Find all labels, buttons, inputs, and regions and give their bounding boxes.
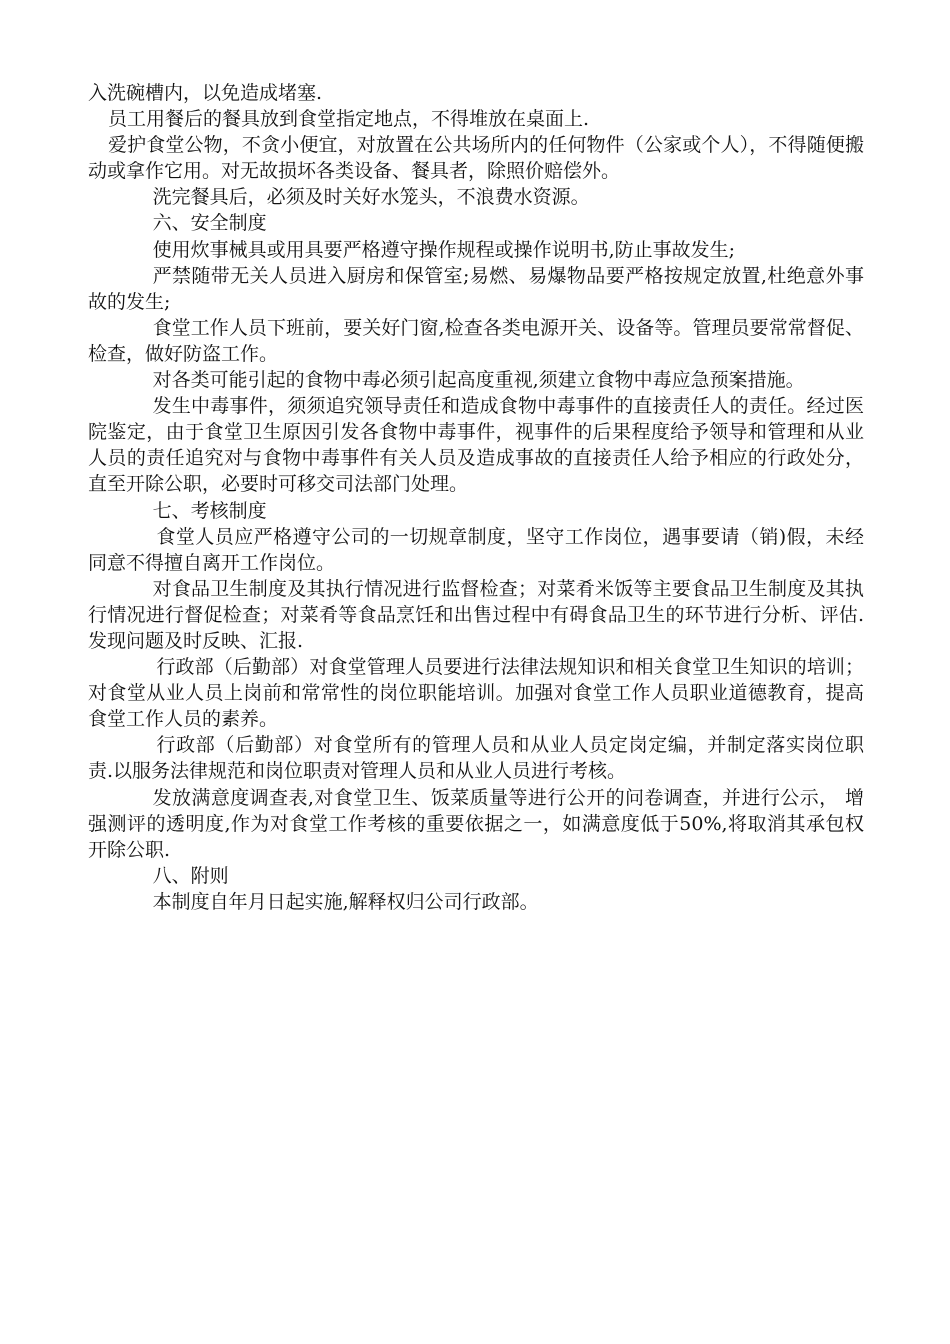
paragraph: 行政部（后勤部）对食堂管理人员要进行法律法规知识和相关食堂卫生知识的培训；对食堂从业人员上岗前和常常性的岗位职能培训。加强对食堂工作人员职业道德教育，提高食堂工作人员的素养。	[88, 656, 864, 731]
paragraph: 入洗碗槽内，以免造成堵塞.	[88, 82, 323, 104]
paragraph: 食堂人员应严格遵守公司的一切规章制度，坚守工作岗位，遇事要请（销)假，未经同意不得擅自离开工作岗位。	[88, 525, 864, 574]
paragraph: 员工用餐后的餐具放到食堂指定地点，不得堆放在桌面上.	[107, 108, 589, 131]
section-heading: 七、考核制度	[152, 499, 267, 522]
paragraph: 严禁随带无关人员进入厨房和保管室;易燃、易爆物品要严格按规定放置,杜绝意外事故的发生;	[88, 264, 864, 313]
paragraph: 对食品卫生制度及其执行情况进行监督检查；对菜肴米饭等主要食品卫生制度及其执行情况进行督促检查；对菜肴等食品烹饪和出售过程中有碍食品卫生的环节进行分析、评估.发现问题及时反映、汇报.	[88, 577, 864, 652]
paragraph: 爱护食堂公物，不贪小便宜，对放置在公共场所内的任何物件（公家或个人），不得随便搬动或拿作它用。对无故损坏各类设备、餐具者，除照价赔偿外。	[88, 134, 864, 183]
document-page	[88, 80, 864, 915]
paragraph: 食堂工作人员下班前，要关好门窗,检查各类电源开关、设备等。管理员要常常督促、检查，做好防盗工作。	[88, 316, 864, 365]
section-heading: 六、安全制度	[152, 212, 267, 235]
paragraph: 洗完餐具后，必须及时关好水笼头，不浪费水资源。	[152, 186, 590, 209]
paragraph: 使用炊事械具或用具要严格遵守操作规程或操作说明书,防止事故发生;	[152, 238, 736, 261]
section-heading: 八、附则	[152, 864, 229, 887]
paragraph: 行政部（后勤部）对食堂所有的管理人员和从业人员定岗定编，并制定落实岗位职责.以服务法律规范和岗位职责对管理人员和从业人员进行考核。	[88, 734, 864, 783]
paragraph: 对各类可能引起的食物中毒必须引起高度重视,须建立食物中毒应急预案措施。	[152, 369, 805, 392]
paragraph: 发放满意度调查表,对食堂卫生、饭菜质量等进行公开的问卷调查，并进行公示， 增强测评的透明度,作为对食堂工作考核的重要依据之一，如满意度低于50%,将取消其承包权开除公职.	[88, 786, 864, 861]
paragraph: 本制度自年月日起实施,解释权归公司行政部。	[152, 890, 539, 913]
paragraph: 发生中毒事件，须须追究领导责任和造成食物中毒事件的直接责任人的责任。经过医院鉴定，由于食堂卫生原因引发各食物中毒事件，视事件的后果程度给予领导和管理和从业人员的责任追究对与食物中毒事件有关人员及造成事故的直接责任人给予相应的行政处分，直至开除公职，必要时可移交司法部门处理。	[88, 395, 864, 496]
